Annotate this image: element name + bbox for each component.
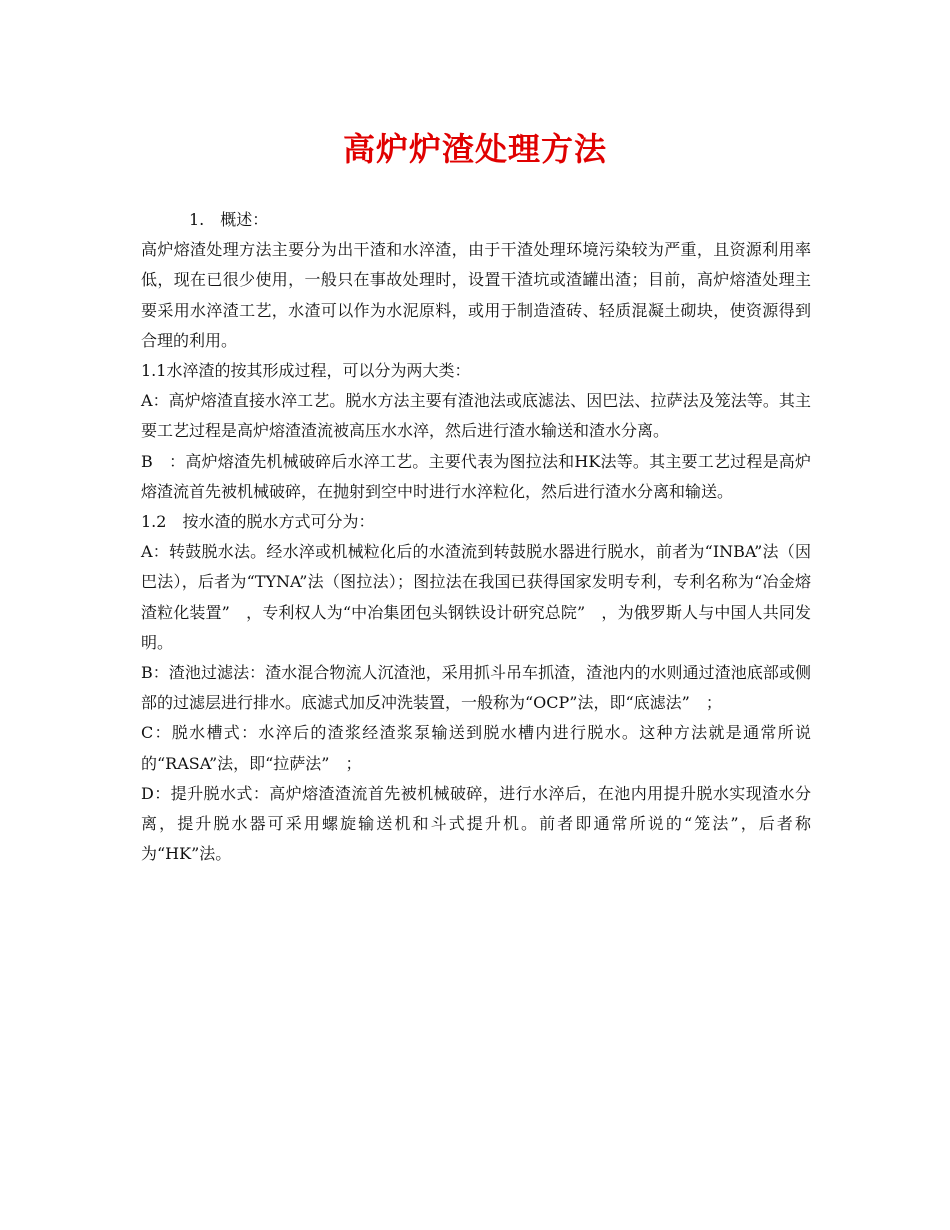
section-heading-1-1: 1.1水淬渣的按其形成过程，可以分为两大类： xyxy=(141,361,471,381)
section-heading-1-2: 1.2 按水渣的脱水方式可分为： xyxy=(141,512,375,532)
paragraph-1-2-c: C：脱水槽式：水淬后的渣浆经渣浆泵输送到脱水槽内进行脱水。这种方法就是通常所说的“RASA”法，即“拉萨法” ； xyxy=(141,723,811,773)
paragraph-1-1-a: A：高炉熔渣直接水淬工艺。脱水方法主要有渣池法或底滤法、因巴法、拉萨法及笼法等。其主要工艺过程是高炉熔渣渣流被高压水水淬，然后进行渣水输送和渣水分离。 xyxy=(141,391,811,441)
section-heading-overview: 1. 概述： xyxy=(189,210,269,229)
paragraph-1-2-a: A：转鼓脱水法。经水淬或机械粒化后的水渣流到转鼓脱水器进行脱水，前者为“INBA”法（因巴法），后者为“TYNA”法（图拉法）；图拉法在我国已获得国家发明专利，专利名称为“冶金熔渣粒化装置” ，专利权人为“中冶集团包头钢铁设计研究总院” ，为俄罗斯人与中国人共同发明。 xyxy=(141,542,811,652)
paragraph-1-1-b: B ：高炉熔渣先机械破碎后水淬工艺。主要代表为图拉法和HK法等。其主要工艺过程是高炉熔渣流首先被机械破碎，在抛射到空中时进行水淬粒化，然后进行渣水分离和输送。 xyxy=(141,451,811,501)
document-body xyxy=(141,205,811,869)
paragraph-1-2-d: D：提升脱水式：高炉熔渣渣流首先被机械破碎，进行水淬后，在池内用提升脱水实现渣水分离，提升脱水器可采用螺旋输送机和斗式提升机。前者即通常所说的“笼法”，后者称为“HK”法。 xyxy=(141,783,811,864)
paragraph-overview: 高炉熔渣处理方法主要分为出干渣和水淬渣，由于干渣处理环境污染较为严重，且资源利用率低，现在已很少使用，一般只在事故处理时，设置干渣坑或渣罐出渣；目前，高炉熔渣处理主要采用水淬渣工艺，水渣可以作为水泥原料，或用于制造渣砖、轻质混凝土砌块，使资源得到合理的利用。 xyxy=(141,240,811,350)
paragraph-1-2-b: B：渣池过滤法：渣水混合物流人沉渣池，采用抓斗吊车抓渣，渣池内的水则通过渣池底部或侧部的过滤层进行排水。底滤式加反冲洗装置，一般称为“OCP”法，即“底滤法” ； xyxy=(141,663,811,713)
document-title: 高炉炉渣处理方法 xyxy=(342,130,607,168)
